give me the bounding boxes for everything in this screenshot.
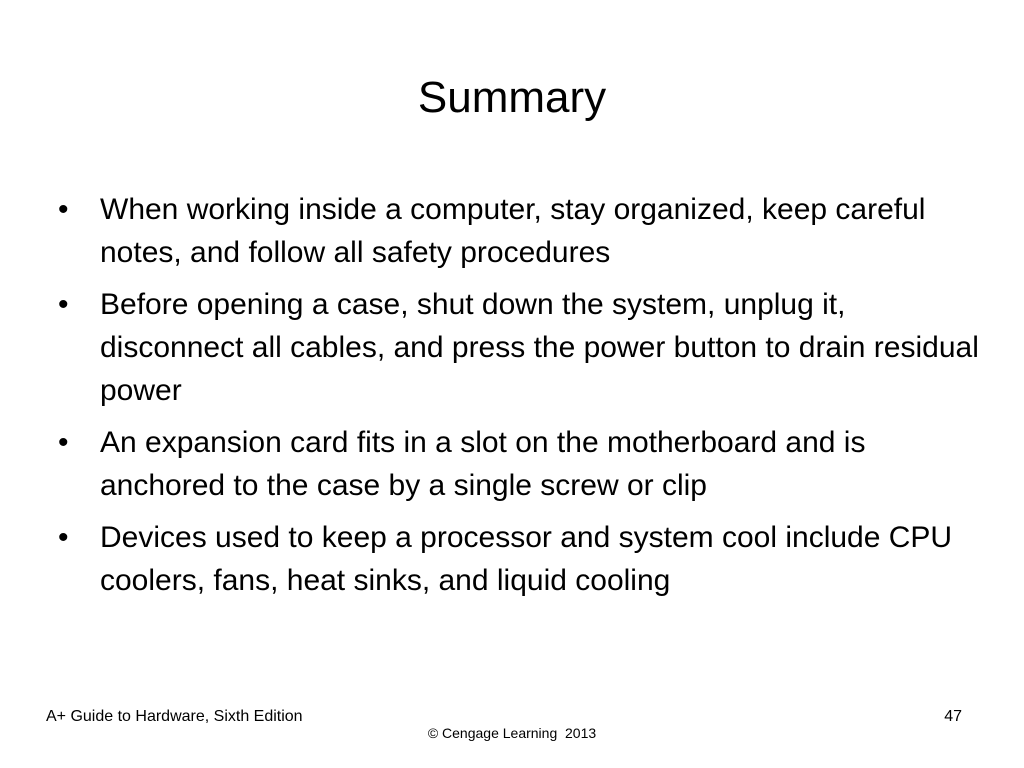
page-number: 47 [944, 708, 962, 725]
bullet-item [54, 283, 979, 412]
bullet-icon: • [58, 288, 69, 321]
bullet-text: Before opening a case, shut down the system, unplug it, disconnect all cables, and press the power button to drain residual power [100, 288, 979, 407]
footer-book-title: A+ Guide to Hardware, Sixth Edition [46, 708, 303, 725]
slide-title: Summary [417, 73, 607, 122]
bullet-item [54, 516, 979, 602]
bullet-icon: • [58, 193, 69, 226]
bullet-text: Devices used to keep a processor and system cool include CPU coolers, fans, heat sinks, and liquid cooling [100, 521, 953, 597]
bullet-item [54, 188, 979, 274]
bullet-list [54, 188, 979, 611]
bullet-text: An expansion card fits in a slot on the motherboard and is anchored to the case by a single screw or clip [100, 426, 866, 502]
bullet-item [54, 421, 979, 507]
footer-copyright: © Cengage Learning 2013 [427, 725, 597, 741]
bullet-icon: • [58, 521, 69, 554]
bullet-icon: • [58, 426, 69, 459]
bullet-text: When working inside a computer, stay organized, keep careful notes, and follow all safety procedures [100, 193, 926, 269]
